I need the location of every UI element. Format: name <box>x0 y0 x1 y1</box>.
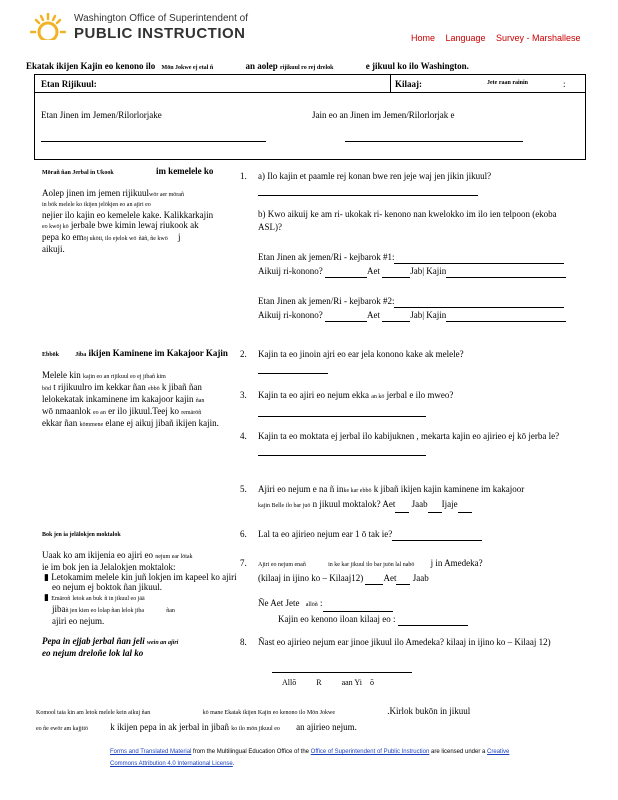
osp-logo[interactable] <box>30 12 66 48</box>
s2-text: ñan <box>195 398 205 404</box>
q4-number: 4. <box>240 431 247 441</box>
closing-text: eo ñe ewōr am kajjitō <box>36 726 88 732</box>
student-name-label: Etan Rijikuul: <box>41 79 97 89</box>
license-footer <box>110 746 580 770</box>
s3-text: Letokamim melele kin juñ lokjen im kapeel ko ajiri eo nejum ej boktok ñan jikuul. <box>51 572 237 592</box>
q1-parent1 <box>258 250 588 278</box>
q8-year-label: aan Yi <box>341 678 362 687</box>
q8-text: Ñast eo ajirieo nejum ear jinoe jikuul ilo Amedeka? kilaaj in ijino ko – Kilaaj 12) <box>258 637 551 647</box>
q7-jaab: Jaab <box>412 573 429 583</box>
q6-text <box>258 528 578 541</box>
q7-question: Ajiri eo nejum enañ <box>258 562 306 568</box>
sun-logo-icon <box>30 12 66 48</box>
s1-text: Aolep jinen im jemen rijikuul <box>42 188 149 198</box>
closing-text: k ikijen pepa in ak jerbal in jiba <box>110 722 225 732</box>
s2-text: ilo jikuul. <box>117 406 153 416</box>
s2-heading-a: Ebbōk <box>42 352 60 358</box>
closing-text: ko ilo mōn jikuul eo <box>231 726 280 732</box>
s2-text: ro im kekkar ñan <box>84 382 146 392</box>
s3-text: jiba <box>52 604 66 614</box>
q3-question: Kajin ta eo ajiri eo nejum ekka <box>258 390 369 400</box>
q5-question: k jibañ ikijen kajin kaminene im kakajoor <box>373 484 525 494</box>
footer-text: . <box>232 761 235 767</box>
q6-answer[interactable] <box>392 532 482 541</box>
s2-text: er <box>108 406 116 416</box>
q5-aet-field[interactable] <box>395 504 409 513</box>
s1-text: jerbale bwe kimin lewaj riukook ak <box>70 220 199 230</box>
title-part1: Ekatak ikijen Kajin eo kenono ilo <box>26 61 156 71</box>
s3-text: letok an buk <box>72 596 103 602</box>
q8-date-field[interactable] <box>272 672 412 673</box>
q4-text <box>258 430 578 456</box>
s2-text: lelokekatak inkaminene <box>42 394 128 404</box>
s2-text: ebbō <box>147 386 160 392</box>
q1-p2-jab-field[interactable] <box>382 313 410 322</box>
org-line1: Washington Office of Superintendent of <box>74 13 248 24</box>
s1-text: ñāñ, ñe kwō <box>138 236 168 242</box>
closing-note <box>36 704 586 736</box>
nav-survey[interactable]: Survey - Marshallese <box>495 33 581 43</box>
q1-parent2-field[interactable] <box>394 299 564 308</box>
top-nav <box>405 28 581 46</box>
q1-p1-lang-field[interactable] <box>446 269 566 278</box>
date-label: Jete raan rainin <box>487 80 528 86</box>
q1-text-a <box>258 170 583 196</box>
s1-text: ōj ukōti, ilo ejelok wō <box>83 236 137 242</box>
s2-heading-c: ikijen Kaminene im Kakajoor Kajin <box>88 348 228 358</box>
cc-link[interactable]: Creative <box>487 749 510 755</box>
s2-text: elane ej aikuj jibañ ikijen kajin. <box>105 418 219 428</box>
org-name <box>74 12 248 40</box>
s3-text: ñ in jikuul eo jāā <box>104 596 145 602</box>
q1-number: 1. <box>240 171 247 181</box>
q1-p2-aet-field[interactable] <box>325 313 367 322</box>
s3-text: eo nejum dreloñe lok lal ko <box>42 648 144 658</box>
q1-p1-aet-field[interactable] <box>325 269 367 278</box>
q7-text <box>258 557 578 585</box>
s3-text: ñ jen kien eo lolap ñan lelok jiba <box>65 608 144 614</box>
q4-question: Kajin ta eo moktata ej jerbal ilo kabijuknen , mekarta kajin eo ajirieo ej kō jerba le? <box>258 431 560 441</box>
q1-answer-a[interactable] <box>258 187 478 196</box>
s1-heading-a: Mōrañ ñan Jerbal in Ukook <box>42 170 114 176</box>
q1-b: b) Kwo aikuij ke am ri- ukokak ri- kenono nan kwelokko im ilo ien telpoon (ekoba ASL)? <box>258 209 557 232</box>
s2-text: kajin eo an rijikuul eo ej jibañ kim <box>83 374 166 380</box>
grade-label: Kilaaj: <box>395 79 422 89</box>
q1-parent1-label: Etan Jinen ak jemen/Ri - kejbarok #1: <box>258 252 395 262</box>
date-colon: : <box>563 79 566 89</box>
s2-text: k jibañ ñan <box>161 382 202 392</box>
q8-month-label: Allō <box>282 678 297 687</box>
q5-question: Ajiri eo nejum e na ñ in <box>258 484 344 494</box>
q7-language-field[interactable] <box>398 617 468 626</box>
parent-signature-field[interactable] <box>345 141 523 142</box>
student-info-box <box>34 74 586 160</box>
q1-p2-aet: Aet <box>367 310 380 320</box>
s1-text: wōr aer mōrañ <box>148 192 184 198</box>
q1-parent2 <box>258 294 588 322</box>
section-support <box>42 348 237 430</box>
q2-answer[interactable] <box>258 365 328 374</box>
q7-question: j in Amedeka? <box>430 558 483 568</box>
s3-text: ie im bok jen ia Jelalokjen moktalok: <box>42 562 176 572</box>
s1-text: pepa ko em <box>42 232 84 242</box>
s1-text: eo kwōj kō <box>42 224 69 230</box>
section-rights <box>42 166 237 254</box>
form-title <box>26 61 469 71</box>
s3-text: Uaak ko am ikijenia eo ajiri eo <box>42 550 153 560</box>
q7-months-field[interactable] <box>323 603 393 612</box>
s2-text: ekkar ñan <box>42 418 78 428</box>
s2-text: nmaanlok <box>55 406 91 416</box>
footer-text: are licensed under a <box>430 749 486 755</box>
s1-text: in bōk melele ko ikijen jelōkjen eo an ajiri eo <box>42 202 151 208</box>
q8-year-label2: ō <box>369 678 374 687</box>
q2-number: 2. <box>240 349 247 359</box>
s1-text: j <box>177 232 181 242</box>
ospi-link[interactable]: Office of Superintendent of Public Instruction <box>310 749 430 755</box>
q3-answer[interactable] <box>258 408 426 417</box>
title-part3: an aolep <box>245 61 278 71</box>
q3-number: 3. <box>240 390 247 400</box>
q7-sub1b: allōñ <box>305 602 318 608</box>
q2-text <box>258 348 483 374</box>
q4-answer[interactable] <box>258 447 426 456</box>
q5-jaab: Jaab <box>411 499 428 509</box>
parent-name-field[interactable] <box>41 141 266 142</box>
s2-text: im kakajoor kajin <box>129 394 194 404</box>
q5-text <box>258 483 580 513</box>
section-prior-learning: Bok jen ia jelālokjen moktalok Uaak ko am ikijenia eo ajiri eo nejum ear lōtak ie im bok jen ia Jelalokjen moktalok: ▮ Letokamim melele kin juñ lokjen im kapeel ko ajiri eo nejum ej boktok ñan jikuul. ▮ Emāroñ letok an buk ñ in jikuul eo jāā jibañ jen kien eo lolap ñan lelok jiba ñan ajiri eo nejum. Pepa in ejjab jerbal ñan jeli wein an ajiri eo nejum dreloñe lok lal ko <box>42 532 237 658</box>
s1-text: nejier ilo kajin eo kemelele kake. Kalikkarkajin <box>42 210 214 220</box>
q1-parent1-interp: Aikuij ri-konono? <box>258 266 323 276</box>
q5-ijaje-field[interactable] <box>458 504 472 513</box>
q1-parent2-interp: Aikuij ri-konono? <box>258 310 323 320</box>
q7-aet-field[interactable] <box>365 576 383 585</box>
q1-p1-aet: Aet <box>367 266 380 276</box>
q1-parent1-field[interactable] <box>394 255 564 264</box>
q6-number: 6. <box>240 529 247 539</box>
title-part5: e jikuul ko ilo Washington. <box>365 61 469 71</box>
title-part2: Mōn Jokwe ej etal ñ <box>161 65 214 71</box>
q7-aet: Aet <box>383 573 397 583</box>
s1-text: aikuji. <box>42 244 65 254</box>
s3-text: ajiri eo nejum. <box>52 616 105 626</box>
q2-question: Kajin ta eo jinoin ajri eo ear jela konono kake ak melele? <box>258 349 464 359</box>
s2-text: wō <box>42 406 53 416</box>
s2-text: Melele kin <box>42 370 81 380</box>
closing-text: Komool taia kin am letok melele kein aikuj ñan <box>36 710 151 716</box>
s1-heading-b: im kemelele ko <box>155 166 214 176</box>
s2-text: remārōñ <box>181 410 202 416</box>
q5-question: kajin Belle ilo bar juō <box>258 503 311 509</box>
q6-question: Lal ta eo ajirieo nejum ear 1 ō tak ie? <box>258 529 393 539</box>
q3-question: jerbal e ilo mweo? <box>386 390 454 400</box>
q1-p1-jab: Jab| Kajin <box>410 266 447 276</box>
parent-name-label: Etan Jinen im Jemen/Rilorlorjake <box>41 110 162 120</box>
closing-text: ñ <box>224 722 229 732</box>
nav-home[interactable]: Home <box>411 33 436 43</box>
s2-text: eo an <box>93 410 106 416</box>
q5-jaab-field[interactable] <box>428 504 442 513</box>
q7-question: in ke kar jikuul ilo bar juōn lal nabō <box>328 562 415 568</box>
s3-text: nejum ear lōtak <box>155 554 193 560</box>
footer-text: from the Multilingual Education Office of the <box>193 749 309 755</box>
s3-text: ñan <box>166 608 175 614</box>
s2-text: Teej ko <box>152 406 179 416</box>
q7-sub: Ñe Aet Jete allōñ : Kajin eo kenono iloan kilaaj eo : <box>258 596 578 626</box>
parent-signature-label: Jain eo an Jinen im Jemen/Rilorlorjak e <box>312 110 455 120</box>
q8-number: 8. <box>240 637 247 647</box>
s2-text: bōd <box>42 386 51 392</box>
q3-question: an kō <box>371 394 385 400</box>
s3-text: wein an ajiri <box>147 640 179 646</box>
s3-text: Pepa in ejjab jerbal ñan jeli <box>42 636 145 646</box>
closing-text: .Kirlok bukōn in jikuul <box>387 706 471 716</box>
q1-p2-jab: Jab| Kajin <box>410 310 447 320</box>
cc-license-link[interactable]: Commons Attribution 4.0 International License <box>110 761 233 767</box>
s2-text: t rijikuul <box>53 382 85 392</box>
q1-parent2-label: Etan Jinen ak jemen/Ri - kejbarok #2: <box>258 296 395 306</box>
s3-heading: Bok jen ia jelālokjen moktalok <box>42 532 121 538</box>
q3-text <box>258 389 568 417</box>
q5-aet: Aet <box>382 499 396 509</box>
closing-text: an ajirieo nejum. <box>296 722 357 732</box>
q1-question-a: a) Ilo kajin et paamle rej konan bwe ren jeje waj jen jikin jikuul? <box>258 171 492 181</box>
q5-question: ke kar ebbō <box>343 488 372 494</box>
s3-text: Emāroñ <box>51 596 71 602</box>
closing-text: kō mane Ekatak ikijen Kajin eo kenono ilo Mōn Jokwe <box>202 710 336 716</box>
q8-date-labels <box>270 676 430 689</box>
q7-jaab-field[interactable] <box>396 576 410 585</box>
q1-p1-jab-field[interactable] <box>382 269 410 278</box>
q1-p2-lang-field[interactable] <box>446 313 566 322</box>
title-part4: rijikuul ro rej drelok <box>279 65 334 71</box>
q5-ijaje: Ijaje <box>441 499 458 509</box>
s2-text: kōmmene <box>79 422 104 428</box>
s2-heading-b: Jiba <box>75 352 87 358</box>
q5-number: 5. <box>240 484 247 494</box>
nav-language[interactable]: Language <box>445 33 486 43</box>
q7-sub1: Ñe Aet Jete <box>258 598 300 608</box>
org-line2: PUBLIC INSTRUCTION <box>74 25 246 42</box>
q7-question: (kilaaj in ijino ko – Kilaaj12) <box>258 573 364 583</box>
q7-sub2: Kajin eo kenono iloan kilaaj eo <box>278 614 391 624</box>
q7-number: 7. <box>240 558 247 568</box>
forms-link[interactable]: Forms and Translated Material <box>110 749 192 755</box>
q8-day-label: R <box>316 678 322 687</box>
q5-question: n jikuul moktalok? <box>312 499 381 509</box>
